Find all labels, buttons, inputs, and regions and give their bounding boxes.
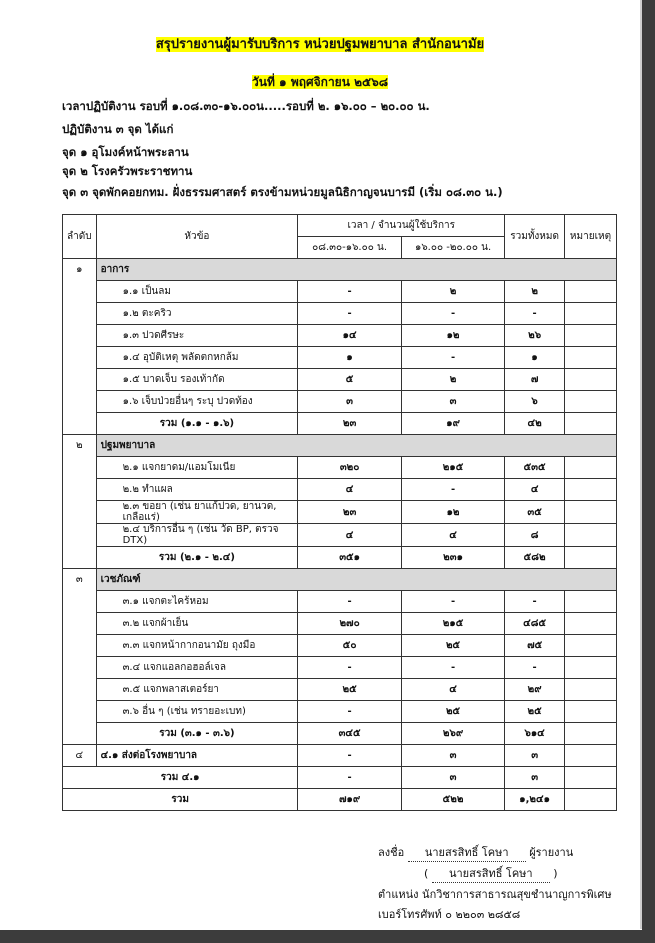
row-note xyxy=(565,657,617,679)
row-label: ๑.๖ เจ็บป่วยอื่นๆ ระบุ ปวดท้อง xyxy=(96,391,298,413)
info-line-point3: จุด ๓ จุดพักคอยกทม. ฝั่งธรรมศาสตร์ ตรงข้ามหน่วยมูลนิธิกาญจนบารมี (เริ่ม ๐๘.๓๐ น.) xyxy=(62,185,503,199)
row-shift2: - xyxy=(401,591,504,613)
info-line-schedule: เวลาปฏิบัติงาน รอบที่ ๑.๐๘.๓๐-๑๖.๐๐น.....รอบที่ ๒. ๑๖.๐๐ – ๒๐.๐๐ น. xyxy=(62,99,430,113)
row-shift1: - xyxy=(298,281,402,303)
row-label: ๓.๑ แจกตะไคร้หอม xyxy=(96,591,298,613)
row-note xyxy=(565,723,617,745)
row-label: ๓.๕ แจกพลาสเตอร์ยา xyxy=(96,679,298,701)
table-row xyxy=(63,679,617,701)
section-number: ๑ xyxy=(63,259,97,435)
row-label: ๒.๔ บริการอื่น ๆ (เช่น วัด BP, ตรวจ DTX) xyxy=(96,524,298,547)
header-note: หมายเหตุ xyxy=(565,215,617,259)
row-note xyxy=(565,701,617,723)
subtotal-total: ๓ xyxy=(505,767,565,789)
grand-total-shift2: ๕๒๒ xyxy=(401,789,504,811)
table-row xyxy=(63,303,617,325)
row-total: ๓๕ xyxy=(505,501,565,524)
row-shift2: ๓ xyxy=(401,391,504,413)
row-shift2: ๔ xyxy=(401,679,504,701)
row-total: - xyxy=(505,303,565,325)
row-label: ๑.๔ อุบัติเหตุ พลัดตกหกล้ม xyxy=(96,347,298,369)
row-note xyxy=(565,281,617,303)
row-shift2: ๑๒ xyxy=(401,325,504,347)
row-label: ๓.๖ อื่น ๆ (เช่น ทรายอะเบท) xyxy=(96,701,298,723)
row-shift1: ๒๓ xyxy=(298,501,402,524)
row-note xyxy=(565,635,617,657)
row-total: ๒๖ xyxy=(505,325,565,347)
table-row xyxy=(63,524,617,547)
row-total: ๒๕ xyxy=(505,701,565,723)
row-total: ๑ xyxy=(505,347,565,369)
subtotal-row xyxy=(63,767,617,789)
info-line-points: ปฏิบัติงาน ๓ จุด ได้แก่ xyxy=(62,122,174,136)
subtotal-label: รวม ๔.๑ xyxy=(63,767,298,789)
table-row xyxy=(63,501,617,524)
subtotal-label: รวม (๒.๑ - ๒.๔) xyxy=(96,547,298,569)
row-note xyxy=(565,347,617,369)
row-shift2: ๑๒ xyxy=(401,501,504,524)
header-shift1: ๐๘.๓๐-๑๖.๐๐ น. xyxy=(298,237,402,259)
row-shift2: - xyxy=(401,303,504,325)
report-title xyxy=(0,33,640,54)
row-total: ๒๙ xyxy=(505,679,565,701)
row-note xyxy=(565,767,617,789)
info-line-point2: จุด ๒ โรงครัวพระราชทาน xyxy=(62,164,193,178)
table-row xyxy=(63,325,617,347)
row-total: - xyxy=(505,657,565,679)
header-total: รวมทั้งหมด xyxy=(505,215,565,259)
grand-total-row xyxy=(63,789,617,811)
row-shift1: ๕ xyxy=(298,369,402,391)
row-total: ๗๕ xyxy=(505,635,565,657)
subtotal-shift2: ๑๙ xyxy=(401,413,504,435)
table-row xyxy=(63,391,617,413)
row-shift2: - xyxy=(401,347,504,369)
row-note xyxy=(565,591,617,613)
subtotal-label: รวม (๓.๑ - ๓.๖) xyxy=(96,723,298,745)
row-label: ๔.๑ ส่งต่อโรงพยาบาล xyxy=(96,745,298,767)
row-note xyxy=(565,789,617,811)
subtotal-label: รวม (๑.๑ - ๑.๖) xyxy=(96,413,298,435)
row-note xyxy=(565,501,617,524)
row-note xyxy=(565,413,617,435)
subtotal-shift1: ๓๕๑ xyxy=(298,547,402,569)
row-shift1: - xyxy=(298,701,402,723)
grand-total-total: ๑,๒๔๑ xyxy=(505,789,565,811)
table-row xyxy=(63,347,617,369)
row-shift1: - xyxy=(298,591,402,613)
row-total: ๕๓๕ xyxy=(505,457,565,479)
row-shift1: ๓ xyxy=(298,391,402,413)
header-no: ลำดับ xyxy=(63,215,97,259)
vertical-scrollbar[interactable] xyxy=(642,0,655,943)
subtotal-row xyxy=(63,413,617,435)
row-label: ๒.๑ แจกยาดม/แอมโมเนีย xyxy=(96,457,298,479)
row-shift2: ๒๕ xyxy=(401,635,504,657)
row-shift2: ๒ xyxy=(401,281,504,303)
row-total: ๖ xyxy=(505,391,565,413)
row-note xyxy=(565,547,617,569)
signature-name: นายสรสิทธิ์ โคษา xyxy=(408,843,526,862)
printed-name: นายสรสิทธิ์ โคษา xyxy=(432,864,550,883)
paren-open: ( xyxy=(424,867,429,880)
row-total: ๓ xyxy=(505,745,565,767)
subtotal-shift2: ๓ xyxy=(401,767,504,789)
subtotal-shift1: - xyxy=(298,767,402,789)
table-row xyxy=(63,635,617,657)
section-number: ๒ xyxy=(63,435,97,569)
header-time-group: เวลา / จำนวนผู้ใช้บริการ xyxy=(298,215,505,237)
row-total: - xyxy=(505,591,565,613)
header-topic: หัวข้อ xyxy=(96,215,298,259)
row-shift2: ๒๑๕ xyxy=(401,457,504,479)
row-note xyxy=(565,524,617,547)
table-row xyxy=(63,745,617,767)
row-shift2: ๓ xyxy=(401,745,504,767)
row-label: ๓.๔ แจกแอลกอฮอล์เจล xyxy=(96,657,298,679)
row-shift1: ๑ xyxy=(298,347,402,369)
row-note xyxy=(565,457,617,479)
row-shift1: ๓๒๐ xyxy=(298,457,402,479)
header-shift2: ๑๖.๐๐ -๒๐.๐๐ น. xyxy=(401,237,504,259)
section-number: ๓ xyxy=(63,569,97,745)
section-number: ๔ xyxy=(63,745,97,767)
section-title: อาการ xyxy=(96,259,616,281)
signature-suffix: ผู้รายงาน xyxy=(529,846,574,859)
signature-name-paren xyxy=(424,864,558,883)
row-shift1: ๑๔ xyxy=(298,325,402,347)
table-row xyxy=(63,613,617,635)
row-label: ๓.๓ แจกหน้ากากอนามัย ถุงมือ xyxy=(96,635,298,657)
row-total: ๘ xyxy=(505,524,565,547)
row-shift2: ๔ xyxy=(401,524,504,547)
subtotal-shift1: ๓๔๕ xyxy=(298,723,402,745)
subtotal-row xyxy=(63,547,617,569)
row-label: ๒.๒ ทำแผล xyxy=(96,479,298,501)
subtotal-shift2: ๒๖๙ xyxy=(401,723,504,745)
section-title: เวชภัณฑ์ xyxy=(96,569,616,591)
subtotal-total: ๕๘๒ xyxy=(505,547,565,569)
subtotal-total: ๖๑๔ xyxy=(505,723,565,745)
grand-total-label: รวม xyxy=(63,789,298,811)
row-total: ๔๘๕ xyxy=(505,613,565,635)
grand-total-shift1: ๗๑๙ xyxy=(298,789,402,811)
row-shift1: - xyxy=(298,657,402,679)
row-shift1: - xyxy=(298,745,402,767)
row-shift1: - xyxy=(298,303,402,325)
row-total: ๔ xyxy=(505,479,565,501)
row-label: ๑.๒ ตะคริว xyxy=(96,303,298,325)
row-shift1: ๔ xyxy=(298,524,402,547)
row-total: ๗ xyxy=(505,369,565,391)
row-note xyxy=(565,745,617,767)
report-table xyxy=(62,214,617,811)
table-row xyxy=(63,457,617,479)
report-date-text: วันที่ ๑ พฤศจิกายน ๒๕๖๘ xyxy=(252,75,388,89)
row-label: ๑.๑ เป็นลม xyxy=(96,281,298,303)
row-shift1: ๒๕ xyxy=(298,679,402,701)
horizontal-scrollbar[interactable] xyxy=(0,930,655,943)
row-label: ๒.๓ ขอยา (เช่น ยาแก้ปวด, ยานวด, เกลือแร่) xyxy=(96,501,298,524)
row-note xyxy=(565,479,617,501)
row-total: ๒ xyxy=(505,281,565,303)
table-row xyxy=(63,657,617,679)
signer-phone: เบอร์โทรศัพท์ ๐ ๒๒๐๓ ๒๘๕๘ xyxy=(378,908,521,921)
row-note xyxy=(565,391,617,413)
paren-close: ) xyxy=(553,867,558,880)
row-note xyxy=(565,369,617,391)
table-row xyxy=(63,479,617,501)
section-title: ปฐมพยาบาล xyxy=(96,435,616,457)
subtotal-shift1: ๒๓ xyxy=(298,413,402,435)
row-shift2: - xyxy=(401,479,504,501)
report-title-text: สรุปรายงานผู้มารับบริการ หน่วยปฐมพยาบาล สำนักอนามัย xyxy=(155,37,485,52)
row-label: ๑.๕ บาดเจ็บ รองเท้ากัด xyxy=(96,369,298,391)
signature-prefix: ลงชื่อ xyxy=(378,846,405,859)
row-shift1: ๔ xyxy=(298,479,402,501)
row-shift2: - xyxy=(401,657,504,679)
row-note xyxy=(565,613,617,635)
row-label: ๓.๒ แจกผ้าเย็น xyxy=(96,613,298,635)
info-line-point1: จุด ๑ อุโมงค์หน้าพระลาน xyxy=(62,145,189,159)
subtotal-total: ๔๒ xyxy=(505,413,565,435)
row-note xyxy=(565,303,617,325)
row-shift2: ๒๑๕ xyxy=(401,613,504,635)
table-row xyxy=(63,591,617,613)
table-row xyxy=(63,701,617,723)
row-note xyxy=(565,325,617,347)
row-shift2: ๒ xyxy=(401,369,504,391)
signature-line xyxy=(378,843,573,862)
row-label: ๑.๓ ปวดศีรษะ xyxy=(96,325,298,347)
row-shift1: ๒๗๐ xyxy=(298,613,402,635)
subtotal-shift2: ๒๓๑ xyxy=(401,547,504,569)
report-date xyxy=(0,73,640,92)
subtotal-row xyxy=(63,723,617,745)
row-shift2: ๒๕ xyxy=(401,701,504,723)
table-row xyxy=(63,369,617,391)
row-note xyxy=(565,679,617,701)
row-shift1: ๕๐ xyxy=(298,635,402,657)
table-row xyxy=(63,281,617,303)
signer-position: ตำแหน่ง นักวิชาการสาธารณสุขชำนาญการพิเศษ xyxy=(378,888,612,901)
